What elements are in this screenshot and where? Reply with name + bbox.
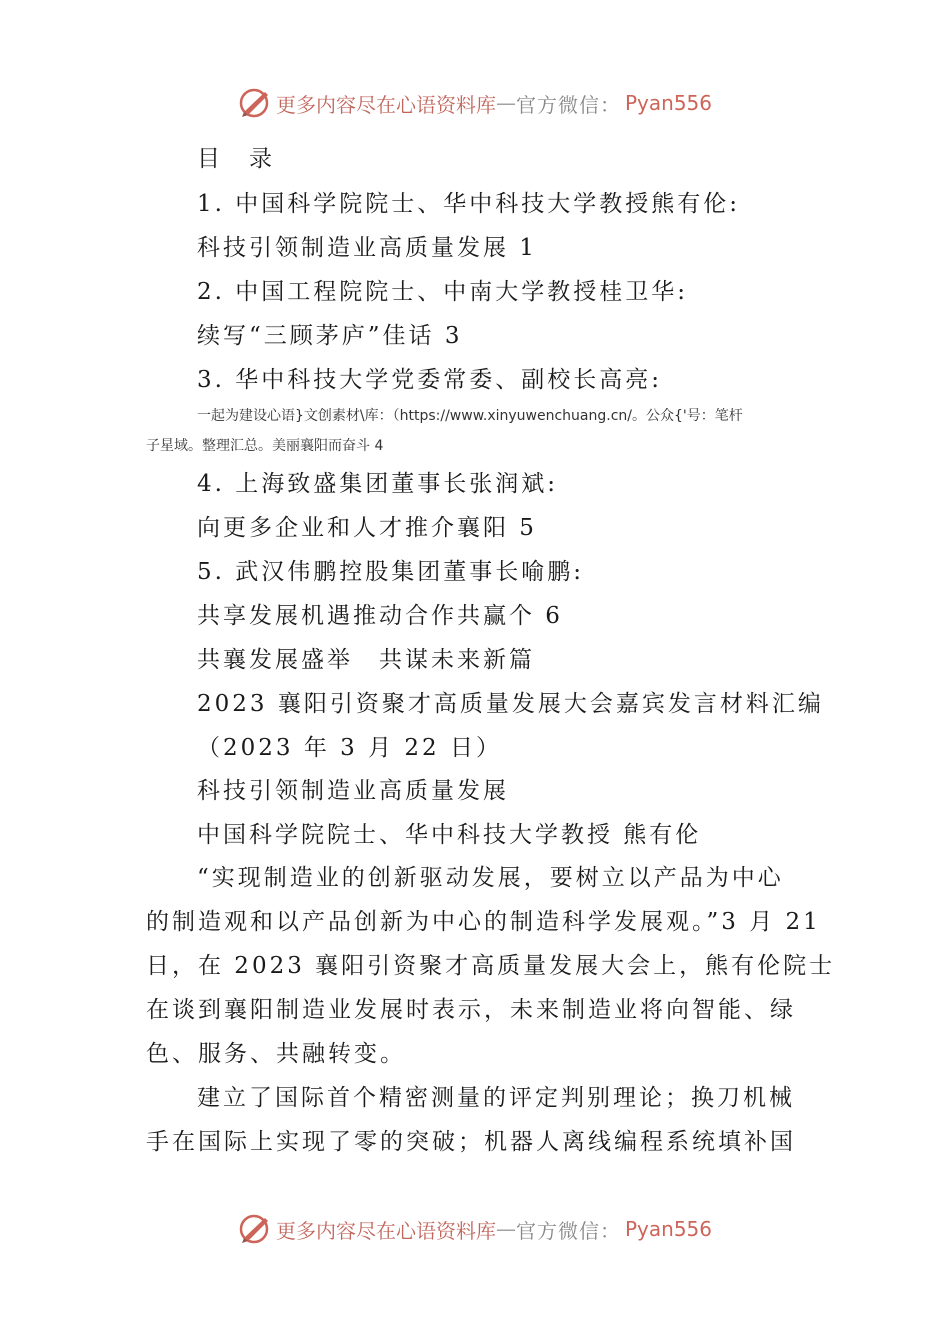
watermark-site-name: 更多内容尽在心语资料库 [275,1218,496,1243]
watermark-wechat-id: Pyan556 [624,91,712,115]
toc-item: 1. 中国科学院院士、华中科技大学教授熊有伦: [197,191,741,217]
footer-watermark [0,1212,950,1246]
watermark-site-name: 更多内容尽在心语资料库 [275,92,496,117]
toc-item: 共享发展机遇推动合作共赢个 6 [197,603,563,629]
document-title: 2023 襄阳引资聚才高质量发展大会嘉宾发言材料汇编 [197,691,824,717]
watermark-wechat-id: Pyan556 [624,1217,712,1241]
paragraph-line: “实现制造业的创新驱动发展，要树立以产品为中心 [197,865,784,891]
pen-logo-icon [238,1212,272,1246]
paragraph-line: 在谈到襄阳制造业发展时表示，未来制造业将向智能、绿 [146,997,796,1023]
toc-item: 续写“三顾茅庐”佳话 3 [197,323,463,349]
watermark-dash: — [495,91,516,115]
paragraph-line: 手在国际上实现了零的突破；机器人离线编程系统填补国 [146,1129,796,1155]
section-author: 中国科学院院士、华中科技大学教授 熊有伦 [197,822,702,848]
watermark-dash: — [495,1217,516,1241]
watermark-wechat-label: 官方微信： [515,1218,621,1243]
paragraph-line: 的制造观和以产品创新为中心的制造科学发展观。”3 月 21 [146,909,821,935]
toc-item: 3. 华中科技大学党委常委、副校长高亮: [197,367,663,393]
document-date: （2023 年 3 月 22 日） [197,735,502,761]
toc-item: 5. 武汉伟鹏控股集团董事长喻鹏: [197,559,585,585]
paragraph-line: 日，在 2023 襄阳引资聚才高质量发展大会上，熊有伦院士 [146,953,836,979]
watermark-wechat-label: 官方微信： [515,92,621,117]
toc-item: 4. 上海致盛集团董事长张润斌: [197,471,559,497]
paragraph-line: 建立了国际首个精密测量的评定判别理论；换刀机械 [197,1085,795,1111]
paragraph-line: 色、服务、共融转变。 [146,1041,406,1067]
toc-heading: 目 录 [197,146,275,172]
section-title: 科技引领制造业高质量发展 [197,778,509,804]
toc-note-line: 子星域。整理汇总。美丽襄阳而奋斗 4 [146,438,384,454]
header-watermark [0,86,950,120]
pen-logo-icon [238,86,272,120]
toc-item: 2. 中国工程院院士、中南大学教授桂卫华: [197,279,689,305]
toc-note-line: 一起为建设心语}文创素材\库：（https://www.xinyuwenchuang.cn/。公众{'号：笔杆 [197,408,743,424]
toc-item: 向更多企业和人才推介襄阳 5 [197,515,537,541]
body-line: 共襄发展盛举 共谋未来新篇 [197,647,535,673]
toc-item: 科技引领制造业高质量发展 1 [197,235,537,261]
